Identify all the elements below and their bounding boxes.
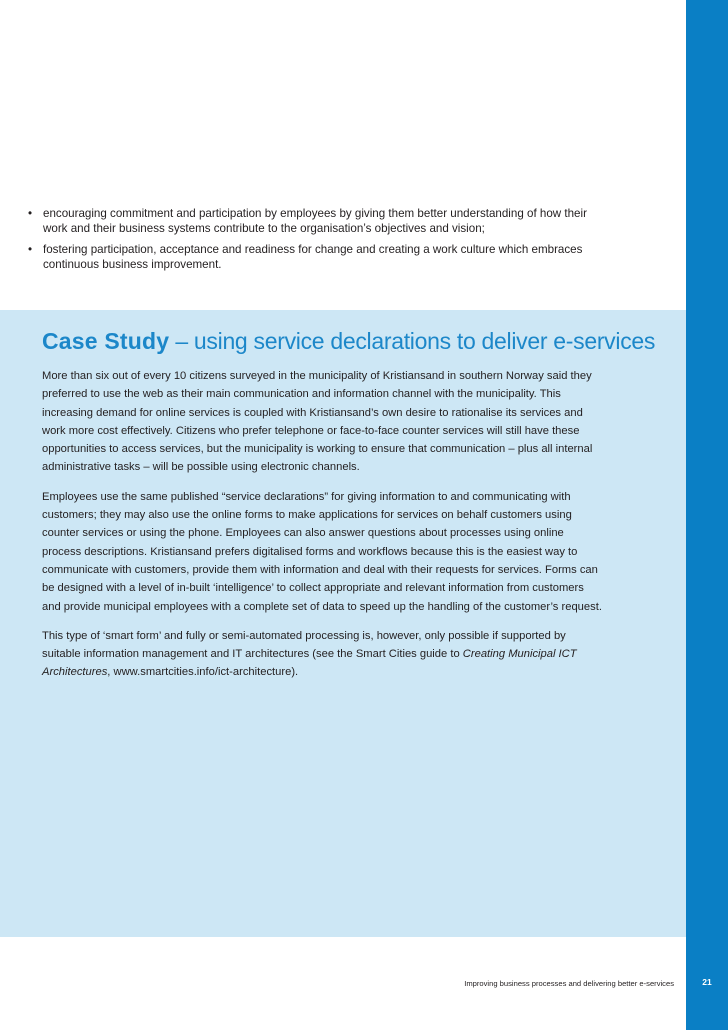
paragraph-text: , www.smartcities.info/ict-architecture).	[107, 666, 299, 679]
case-study-subtitle: – using service declarations to deliver e-services	[169, 328, 656, 354]
page-number: 21	[702, 977, 712, 987]
case-study-body	[42, 367, 602, 693]
bullet-marker: •	[28, 243, 33, 256]
bullet-item	[28, 242, 598, 272]
right-edge-bar	[686, 0, 728, 1030]
case-study-paragraph: Employees use the same published “service declarations” for giving information to and communicating with customers; they may also use the online forms to make applications for services on behalf customers using counter services or using the phone. Employees can also answer questions about processes using online process descriptions. Kristiansand prefers digitalised forms and workflows because this is the easiest way to communicate with customers, provide them with information and deal with their requests for services. Forms can be designed with a level of in-built ‘intelligence’ to collect appropriate and relevant information from customers and provide municipal employees with a complete set of data to speed up the handling of the customer’s request.	[42, 490, 602, 613]
bullet-text: fostering participation, acceptance and readiness for change and creating a work culture which embraces continuous business improvement.	[43, 243, 583, 271]
bullet-marker: •	[28, 207, 33, 220]
case-study-paragraph	[42, 627, 602, 682]
bullet-text: encouraging commitment and participation by employees by giving them better understanding of how their work and their business systems contribute to the organisation’s objectives and vision;	[43, 207, 587, 235]
paragraph-text: This type of ‘smart form’ and fully or semi-automated processing is, however, only possible if supported by suitable information management and IT architectures (see the Smart Cities guide to	[42, 629, 566, 661]
guide-title: Creating Municipal ICT Architectures	[42, 648, 577, 679]
case-study-paragraph: More than six out of every 10 citizens surveyed in the municipality of Kristiansand in southern Norway said they preferred to use the web as their main communication and information channel with the municipality. This increasing demand for online services is coupled with Kristiansand’s own desire to rationalise its services and work more cost effectively. Citizens who prefer telephone or face-to-face counter services will still have these opportunities to access services, but the municipality is working to ensure that communication – plus all internal administrative tasks – will be possible using electronic channels.	[42, 370, 593, 474]
footer-running-title: Improving business processes and delivering better e-services	[464, 979, 674, 988]
bullet-list	[28, 206, 598, 278]
case-study-title	[42, 327, 655, 355]
bullet-item	[28, 206, 598, 236]
case-study-label: Case Study	[42, 328, 170, 354]
